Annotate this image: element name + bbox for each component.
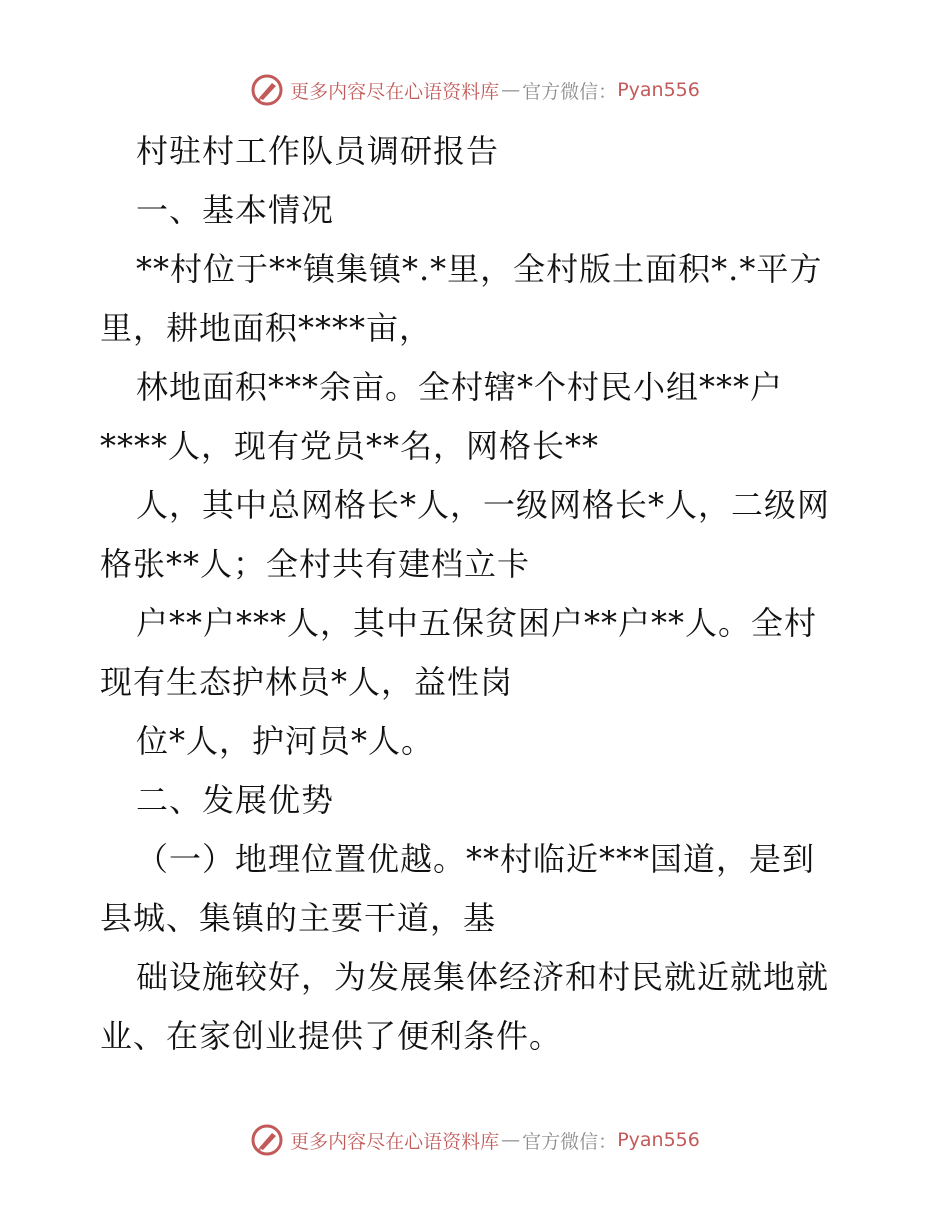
document-line: 位*人，护河员*人。 [136,722,435,760]
document-line: （一）地理位置优越。**村临近***国道，是到 [136,840,816,878]
document-line: 村驻村工作队员调研报告 [136,132,500,170]
banner-text: 更多内容尽在心语资料库 [290,1130,500,1153]
document-line: 里，耕地面积****亩， [100,309,433,347]
document-line: 人，其中总网格长*人，一级网格长*人，二级网 [136,486,831,524]
quill-logo-icon [250,73,284,107]
banner-text: 更多内容尽在心语资料库 [290,80,500,103]
banner-separator: — [501,1129,521,1151]
document-line: 县城、集镇的主要干道，基 [100,899,497,937]
document-line: 户**户***人，其中五保贫困户**户**人。全村 [136,604,818,642]
quill-logo-icon [250,1123,284,1157]
document-line: 林地面积***余亩。全村辖*个村民小组***户 [136,368,784,406]
document-line: 业、在家创业提供了便利条件。 [100,1017,563,1055]
document-line: 格张**人；全村共有建档立卡 [100,545,531,583]
banner-separator: — [501,79,521,101]
banner-contact-handle: Pyan556 [617,79,700,101]
banner-contact-handle: Pyan556 [617,1129,700,1151]
footer-banner [0,1120,950,1160]
document-line: 础设施较好，为发展集体经济和村民就近就地就 [136,958,830,996]
document-line: 一、基本情况 [136,191,335,229]
header-banner [0,70,950,110]
document-line: 现有生态护林员*人，益性岗 [100,663,514,701]
banner-contact-label: 官方微信： [522,1130,618,1153]
banner-contact-label: 官方微信： [522,80,618,103]
document-line: **村位于**镇集镇*.*里，全村版土面积*.*平方 [136,250,823,288]
document-line: ****人，现有党员**名，网格长** [100,427,600,465]
document-line: 二、发展优势 [136,781,335,819]
document-body [100,122,860,1066]
